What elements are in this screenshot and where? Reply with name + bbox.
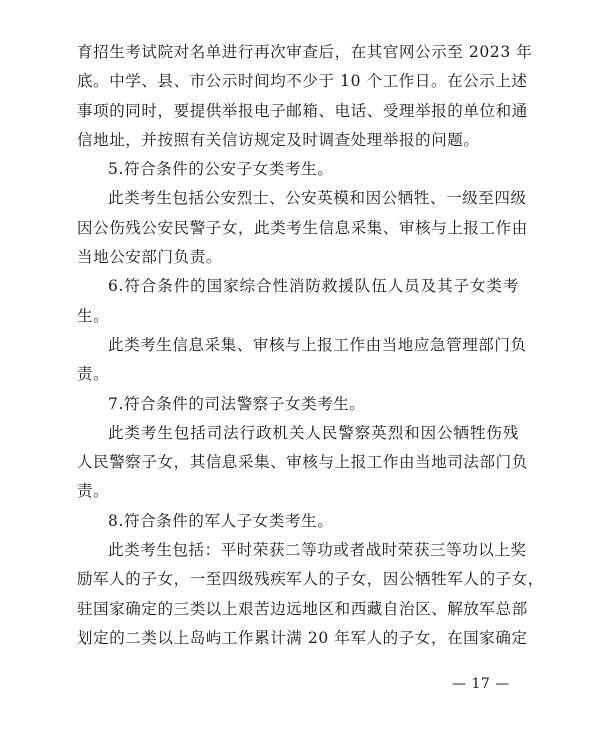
text-line: 划定的二类以上岛屿工作累计满 20 年军人的子女，在国家确定 (77, 628, 528, 647)
text-line: 育招生考试院对名单进行再次审查后，在其官网公示至 2023 年 (77, 43, 533, 61)
text-line: 底。中学、县、市公示时间均不少于 10 个工作日。在公示上述 (77, 72, 528, 91)
text-line: 生。 (77, 306, 110, 325)
text-line: 信地址，并按照有关信访规定及时调查处理举报的问题。 (77, 130, 480, 149)
text-line: 此类考生包括公安烈士、公安英模和因公牺牲、一级至四级 (108, 189, 527, 208)
text-line: 驻国家确定的三类以上艰苦边远地区和西藏自治区、解放军总部 (77, 599, 528, 618)
text-line: 8.符合条件的军人子女类考生。 (108, 511, 334, 530)
text-line: 责。 (77, 365, 110, 384)
text-line: 因公伤残公安民警子女，此类考生信息采集、审核与上报工作由 (77, 218, 528, 237)
body-text (77, 38, 544, 653)
text-line: 7.符合条件的司法警察子女类考生。 (108, 394, 366, 413)
text-line: 励军人的子女，一至四级残疾军人的子女，因公牺牲军人的子女， (77, 570, 544, 589)
text-line: 当地公安部门负责。 (77, 248, 222, 267)
text-line: 此类考生包括：平时荣获二等功或者战时荣获三等功以上奖 (108, 541, 527, 560)
text-line: 5.符合条件的公安子女类考生。 (108, 160, 334, 179)
page-number: — 17 — (452, 676, 510, 692)
text-line: 责。 (77, 482, 110, 501)
text-line: 此类考生信息采集、审核与上报工作由当地应急管理部门负 (108, 335, 527, 354)
text-line: 事项的同时，要提供举报电子邮箱、电话、受理举报的单位和通 (77, 101, 528, 120)
text-line: 人民警察子女，其信息采集、审核与上报工作由当地司法部门负 (77, 453, 528, 472)
text-line: 此类考生包括司法行政机关人民警察英烈和因公牺牲伤残 (108, 423, 519, 442)
text-line: 6.符合条件的国家综合性消防救援队伍人员及其子女类考 (108, 277, 519, 296)
